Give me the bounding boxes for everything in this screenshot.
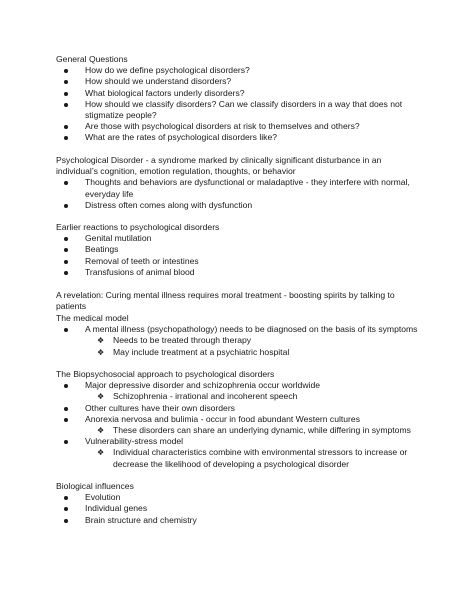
bullet-icon: [64, 418, 68, 422]
list-item: What are the rates of psychological disorders like?: [56, 132, 418, 143]
sub-list-item: ❖ Schizophrenia - irrational and incoherent speech: [97, 391, 298, 402]
list-earlier-reactions: [56, 233, 418, 278]
bullet-icon: [64, 204, 68, 208]
list-biopsychosocial: [56, 380, 418, 470]
diamond-bullet-icon: ❖: [97, 448, 105, 458]
list-item: Vulnerability-stress model: [56, 436, 418, 447]
bullet-icon: [64, 103, 68, 107]
bullet-icon: [64, 260, 68, 264]
list-item: Beatings: [56, 244, 418, 255]
heading-medical-model: The medical model: [56, 313, 129, 323]
definition-paragraph: Psychological Disorder - a syndrome marked by clinically significant disturbance in an individual’s cognition, emotion regulation, thoughts, or behavior: [56, 155, 382, 177]
section-earlier-reactions: [56, 222, 418, 278]
diamond-bullet-icon: ❖: [97, 336, 105, 346]
list-item: Evolution: [56, 492, 418, 503]
diamond-bullet-icon: ❖: [97, 392, 105, 402]
bullet-icon: [64, 271, 68, 275]
section-medical-model: [56, 313, 418, 358]
bullet-icon: [64, 507, 68, 511]
list-item: Transfusions of animal blood: [56, 267, 418, 278]
bullet-icon: [64, 519, 68, 523]
diamond-bullet-icon: ❖: [97, 347, 105, 357]
heading-earlier-reactions: Earlier reactions to psychological disorders: [56, 222, 220, 232]
list-item: How do we define psychological disorders?: [56, 65, 418, 76]
list-item: A mental illness (psychopathology) needs to be diagnosed on the basis of its symptoms: [56, 324, 418, 335]
sub-list-item: ❖ May include treatment at a psychiatric hospital: [97, 346, 290, 357]
list-medical-model: [56, 324, 418, 358]
sub-list-item: ❖ These disorders can share an underlying dynamic, while differing in symptoms: [97, 425, 411, 436]
heading-biopsychosocial: The Biopsychosocial approach to psychological disorders: [56, 369, 275, 379]
bullet-icon: [64, 407, 68, 411]
list-item: Other cultures have their own disorders: [56, 403, 418, 414]
bullet-icon: [64, 125, 68, 129]
list-item: Thoughts and behaviors are dysfunctional or maladaptive - they interfere with normal, everyday life: [56, 177, 418, 199]
section-general-questions: [56, 54, 418, 144]
heading-biological-influences: Biological influences: [56, 481, 134, 491]
bullet-icon: [64, 496, 68, 500]
list-item: What biological factors underly disorders?: [56, 88, 418, 99]
bullet-icon: [64, 440, 68, 444]
list-item: How should we classify disorders? Can we classify disorders in a way that does not stigmatize people?: [56, 99, 418, 121]
bullet-icon: [64, 92, 68, 96]
list-item: Major depressive disorder and schizophrenia occur worldwide: [56, 380, 418, 391]
revelation-paragraph: A revelation: Curing mental illness requires moral treatment - boosting spirits by talking to patients: [56, 290, 395, 312]
section-biological-influences: [56, 481, 418, 526]
bullet-icon: [64, 328, 68, 332]
section-revelation: [56, 290, 418, 312]
heading-general-questions: General Questions: [56, 54, 128, 64]
list-item: Distress often comes along with dysfunction: [56, 200, 418, 211]
list-item: Are those with psychological disorders at risk to themselves and others?: [56, 121, 418, 132]
sub-list-item: ❖ Needs to be treated through therapy: [97, 335, 252, 346]
bullet-icon: [64, 181, 68, 185]
sub-list-item: ❖ Individual characteristics combine with environmental stressors to increase or decrease the likelihood of developing a psychological disorder: [97, 447, 408, 469]
list-general-questions: [56, 65, 418, 143]
section-biopsychosocial: [56, 369, 418, 470]
section-definition: [56, 155, 418, 211]
bullet-icon: [64, 248, 68, 252]
list-item: Genital mutilation: [56, 233, 418, 244]
bullet-icon: [64, 69, 68, 73]
list-biological-influences: [56, 492, 418, 526]
diamond-bullet-icon: ❖: [97, 426, 105, 436]
list-item: How should we understand disorders?: [56, 76, 418, 87]
list-item: Brain structure and chemistry: [56, 515, 418, 526]
bullet-icon: [64, 136, 68, 140]
list-item: Anorexia nervosa and bulimia - occur in food abundant Western cultures: [56, 414, 418, 425]
bullet-icon: [64, 384, 68, 388]
list-item: Individual genes: [56, 503, 418, 514]
list-definition: [56, 177, 418, 211]
list-item: Removal of teeth or intestines: [56, 256, 418, 267]
bullet-icon: [64, 237, 68, 241]
bullet-icon: [64, 80, 68, 84]
